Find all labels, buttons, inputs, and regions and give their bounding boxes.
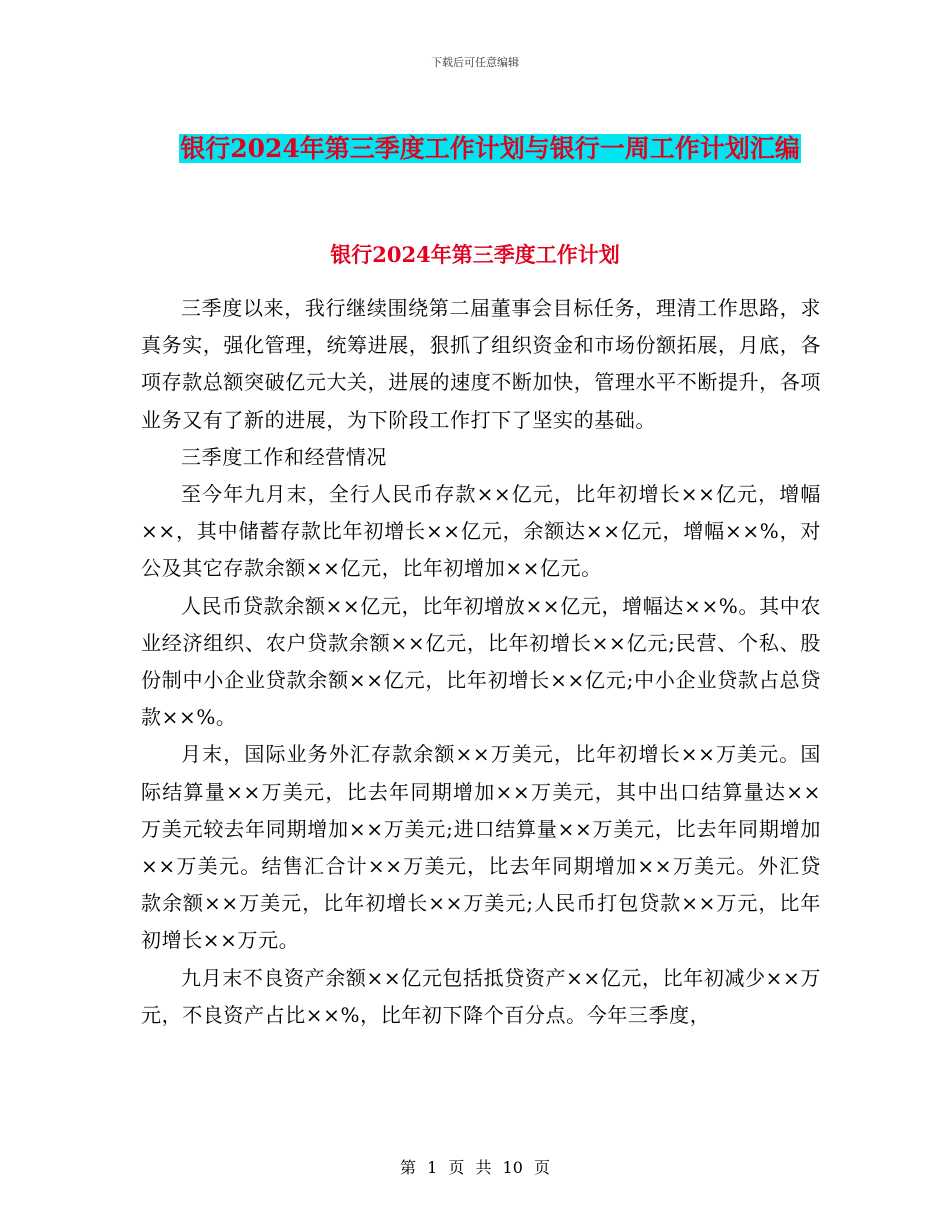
document-body bbox=[141, 290, 821, 1034]
paragraph: 三季度以来，我行继续围绕第二届董事会目标任务，理清工作思路，求真务实，强化管理，统筹进展，狠抓了组织资金和市场份额拓展，月底，各项存款总额突破亿元大关，进展的速度不断加快，管理水平不断提升，各项业务又有了新的进展，为下阶段工作打下了坚实的基础。 bbox=[141, 296, 821, 432]
download-note: 下载后可任意编辑 bbox=[431, 56, 519, 69]
paragraph: 三季度工作和经营情况 bbox=[181, 444, 387, 469]
page-number: 第 1 页 共 10 页 bbox=[400, 1158, 550, 1177]
document-title-text: 银行2024年第三季度工作计划与银行一周工作计划汇编 bbox=[180, 133, 800, 163]
paragraph: 九月末不良资产余额××亿元包括抵贷资产××亿元，比年初减少××万元，不良资产占比××%，比年初下降个百分点。今年三季度， bbox=[141, 965, 821, 1027]
paragraph: 人民币贷款余额××亿元，比年初增放××亿元，增幅达××%。其中农业经济组织、农户贷款余额××亿元，比年初增长××亿元;民营、个私、股份制中小企业贷款余额××亿元，比年初增长××亿元;中小企业贷款占总贷款××%。 bbox=[141, 593, 821, 730]
section-title: 银行2024年第三季度工作计划 bbox=[330, 242, 620, 268]
paragraph: 至今年九月末，全行人民币存款××亿元，比年初增长××亿元，增幅××，其中储蓄存款比年初增长××亿元，余额达××亿元，增幅××%，对公及其它存款余额××亿元，比年初增加××亿元。 bbox=[141, 482, 821, 581]
paragraph: 月末，国际业务外汇存款余额××万美元，比年初增长××万美元。国际结算量××万美元，比去年同期增加××万美元，其中出口结算量达××万美元较去年同期增加××万美元;进口结算量××万美元，比去年同期增加××万美元。结售汇合计××万美元，比去年同期增加××万美元。外汇贷款余额××万美元，比年初增长××万美元;人民币打包贷款××万元，比年初增长××万元。 bbox=[141, 742, 821, 953]
document-title bbox=[140, 127, 840, 171]
